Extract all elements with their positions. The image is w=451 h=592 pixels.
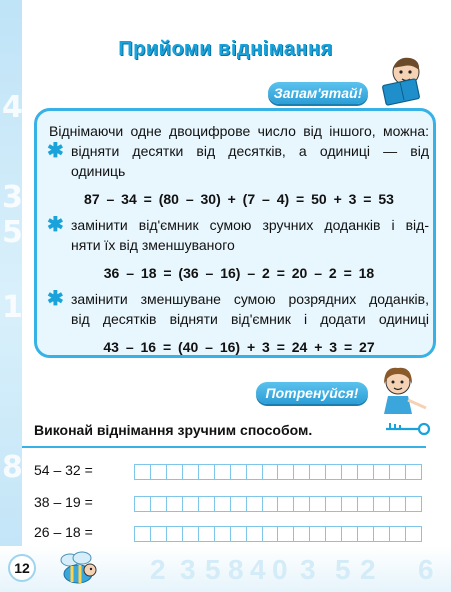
exercise-row [34, 524, 130, 540]
decor-digit: 3 [180, 554, 196, 585]
method-text: замінити від'ємник сумою зручних доданків і від- [71, 217, 429, 233]
rule-box [34, 108, 436, 358]
practice-tag: Потренуйся! [256, 382, 368, 404]
task-underline [22, 446, 426, 448]
key-icon [384, 417, 432, 439]
girl-pointing-illustration [370, 362, 430, 416]
method-item [49, 289, 429, 329]
left-decor-strip [0, 0, 22, 592]
example-formula: 87 – 34 = (80 – 30) + (7 – 4) = 50 + 3 = 53 [84, 191, 394, 207]
exercise-row [34, 494, 130, 510]
page-number: 12 [8, 554, 36, 582]
method-text: відняти десятки від десятків, а одиниці — від [71, 143, 429, 159]
decor-digit: 5 [2, 215, 23, 250]
task-instruction: Виконай віднімання зручним способом. [34, 422, 313, 438]
method-text: від десятків відняти від'ємник і додати одиниці [71, 311, 429, 327]
asterisk-icon: ✱ [47, 288, 64, 310]
decor-digit: 5 [335, 554, 351, 585]
asterisk-icon: ✱ [47, 214, 64, 236]
method-text: замінити зменшуване сумою розрядних доданків, [71, 291, 429, 307]
asterisk-icon: ✱ [47, 140, 64, 162]
bee-illustration [56, 548, 100, 586]
method-text: одиниць [71, 163, 126, 179]
answer-grid[interactable] [134, 464, 422, 480]
decor-digit: 3 [2, 180, 23, 215]
answer-grid[interactable] [134, 496, 422, 512]
exercise-row [34, 462, 130, 478]
decor-digit: 6 [418, 554, 434, 585]
answer-grid[interactable] [134, 526, 422, 542]
remember-tag: Запам'ятай! [268, 82, 368, 104]
method-item [49, 215, 429, 255]
decor-digit: 8 [2, 450, 23, 485]
decor-digit: 4 [250, 554, 266, 585]
method-item [49, 141, 429, 181]
decor-digit: 5 [205, 554, 221, 585]
exercise-expression: 26 – 18 = [34, 524, 93, 540]
decor-digit: 4 [2, 90, 23, 125]
boy-reading-illustration [376, 52, 432, 108]
rule-intro: Віднімаючи одне двоцифрове число від іншого, можна: [49, 123, 429, 139]
decor-digit: 8 [228, 554, 244, 585]
method-text: няти їх від зменшуваного [71, 237, 235, 253]
example-formula: 43 – 16 = (40 – 16) + 3 = 24 + 3 = 27 [103, 339, 375, 355]
decor-digit: 2 [360, 554, 376, 585]
exercise-expression: 38 – 19 = [34, 494, 93, 510]
decor-digit: 3 [300, 554, 316, 585]
decor-digit: 1 [2, 290, 23, 325]
exercise-expression: 54 – 32 = [34, 462, 93, 478]
page-title: Прийоми віднімання [118, 38, 333, 60]
decor-digit: 0 [272, 554, 288, 585]
example-formula: 36 – 18 = (36 – 16) – 2 = 20 – 2 = 18 [103, 265, 375, 281]
decor-digit: 2 [150, 554, 166, 585]
